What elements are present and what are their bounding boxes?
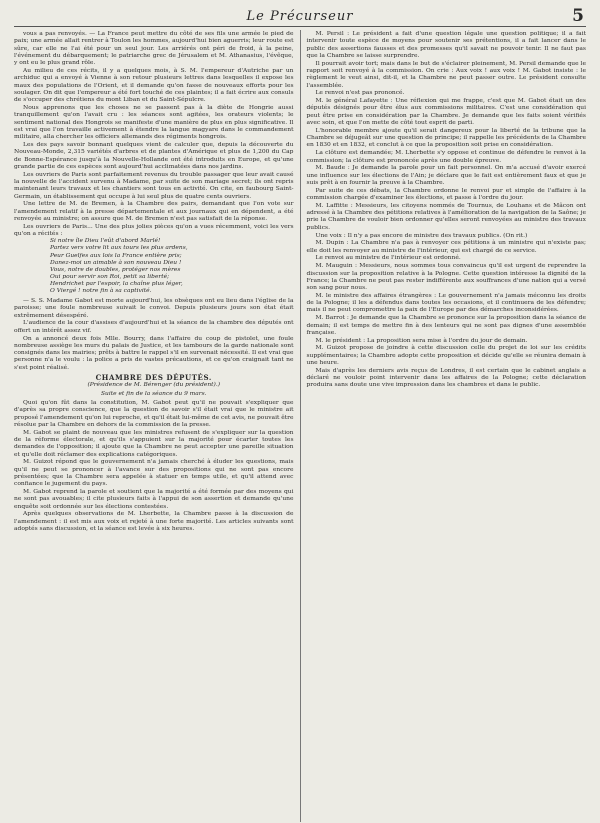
paragraph: Les ouvriers de Paris sont parfaitement revenus du trouble passager que leur avait causé la nouvelle de l'accident survenu à Madame, par suite de son mariage secret; ils ont repris maintenant leurs travaux et les chantiers sont tous en activité. On cite, en faubourg Saint-Germain, un établissement qui occupe à lui seul plus de quatre cents ouvriers. — [14, 170, 294, 200]
paragraph: La clôture est demandée; M. Lherbette s'y oppose et continue de défendre le renvoi à la commission; la clôture est prononcée après une double épreuve. — [306, 149, 586, 164]
left-column — [14, 30, 300, 822]
poem — [14, 238, 294, 295]
paragraph: Le renvoi n'est pas prononcé. — [315, 89, 405, 97]
section-heading: CHAMBRE DES DÉPUTÉS. — [95, 373, 212, 383]
poem-line: O Viergé ! notre fin à sa captivité. — [50, 287, 152, 294]
poem-line: Vous, notre de doubles, protéger nos mères — [50, 266, 181, 273]
paragraph: L'honorable membre ajoute qu'il serait dangereux pour la liberté de la tribune que la Chambre se déjugeât sur une question de principe; il rappelle les précédents de la Chambre en 1830 et en 1832, et conclut à ce que la proposition soit prise en considération. — [306, 126, 586, 149]
paragraph: M. le président : La proposition sera mise à l'ordre du jour de demain. — [315, 336, 528, 344]
paragraph: Une voix : Il n'y a pas encore de ministre des travaux publics. (On rit.) — [315, 231, 528, 239]
paragraph: M. Laffitte : Messieurs, les citoyens nommés de Tournus, de Louhans et de Mâcon ont adressé à la Chambre des pétitions relatives à l'amélioration de la navigation de la Saône; je prie la Chambre de vouloir bien ordonner qu'elles seront renvoyées au ministre des travaux publics. — [306, 201, 586, 231]
right-column — [300, 30, 586, 822]
paragraph: Mais d'après les derniers avis reçus de Londres, il est certain que le cabinet anglais a déclaré ne vouloir point intervenir dans les affaires de la Pologne; cette déclaration produira sans doute une vive impression dans les chambres et dans le public. — [306, 366, 586, 389]
paragraph: M. Persil : Le président a fait d'une question légale une question politique; il a fait intervenir toute espèce de moyens pour soutenir ses prétentions, il a fait lancer dans le public des assertions fausses et des promesses qu'il savait ne pouvoir tenir. Il ne faut pas que la Chambre se laisse surprendre. — [306, 30, 586, 59]
poem-line: Si notre île Dieu l'eût d'abord Marlé! — [50, 238, 161, 245]
section-date: Suite et fin de la séance du 9 mars. — [101, 390, 207, 397]
paragraph: Par suite de ces débats, la Chambre ordonne le renvoi pur et simple de l'affaire à la commission chargée d'examiner les élections, et passe à l'ordre du jour. — [306, 186, 586, 202]
paragraph: — S. S. Madame Gabot est morte aujourd'hui, les obsèques ont eu lieu dans l'église de la paroisse; une foule nombreuse suivait le convoi. Depuis plusieurs jours son état était extrêmement désespéré. — [14, 297, 294, 319]
paragraph: Il pourrait avoir tort; mais dans le but de s'éclairer pleinement, M. Persil demande que le rapport soit renvoyé à la commission. On crie : Aux voix ! aux voix ! M. Gabot insiste : le règlement le veut ainsi, dit-il, et la Chambre ne peut passer outre. Le président consulte l'assemblée. — [306, 59, 586, 89]
paragraph: M. Gabot se plaint de nouveau que les ministres refusent de s'expliquer sur la question de la réforme électorale, et qu'ils s'appuient sur la majorité pour écarter toutes les demandes de l'opposition; il ajoute que la Chambre ne peut accepter une pareille situation et qu'elle doit réclamer des explications catégoriques. — [14, 428, 294, 458]
paragraph: L'audience de la cour d'assises d'aujourd'hui et la séance de la chambre des députés ont offert un intérêt assez vif. — [14, 319, 294, 334]
paragraph: Nous apprenons que les choses ne se passent pas à la diète de Hongrie aussi tranquillement qu'on l'avait cru : les séances sont agitées, les orateurs violents; le sentiment national des Hongrois se manifeste d'une manière de plus en plus significative. Il est vrai que l'on travaille activement à étendre la langue magyare dans le commandement militaire, alla chercher les officiers allemands des régiments hongrois. — [14, 103, 294, 141]
paragraph: On a annoncé deux fois Mlle. Bourry, dans l'affaire du coup de pistolet, une foule nombreuse assiège les murs du palais de Justice, et les tambours de la garde nationale sont consignés dans les mairies; prêts à battre le rappel s'il en survenait nécessité. Il est vrai que personne n'a le voulu : la police a pris de vastes précautions, et ce qu'on craignait tant ne s'est point réalisé. — [14, 334, 294, 371]
paragraph: M. le général Lafayette : Une réflexion qui me frappe, c'est que M. Gabot était un des députés désignés pour être élus aux commissions militaires. C'est une considération qui peut être prise en considération par la Chambre. Je demande que les faits soient vérifiés avec soin, et que l'on mette de côté tout esprit de parti. — [306, 97, 586, 127]
poem-line: Oui pour servir son Roi, petit sa liberté; — [50, 273, 170, 280]
running-title: Le Précurseur — [246, 9, 354, 24]
section-subheading: (Présidence de M. Bérenger (du président).) — [87, 382, 221, 389]
paragraph: Les des pays savoir bonnant quelques vient de calculer que, depuis la découverte du Nouveau-Monde, 2,315 variétés d'arbres et de plantes d'Amérique et plus de 1,200 du Cap de Bonne-Espérance jusqu'à la Nouvelle-Hollande ont été introduits en Europe, et qu'une grande partie de ces espèces sont aujourd'hui acclimatées dans nos jardins. — [14, 140, 294, 170]
paragraph: M. Guizot propose de joindre à cette discussion celle du projet de loi sur les crédits supplémentaires; la Chambre adopte cette proposition et décide qu'elle se réunira demain à une heure. — [306, 344, 586, 367]
paragraph: M. Mauguin : Messieurs, nous sommes tous convaincus qu'il est urgent de reprendre la discussion sur la proposition relative à la Pologne. Cette question intéresse la dignité de la France; la Chambre ne peut pas rester indifférente aux souffrances d'une nation qui a versé son sang pour nous. — [306, 262, 586, 292]
paragraph: M. le ministre des affaires étrangères : Le gouvernement n'a jamais méconnu les droits de la Pologne; il les a défendus dans toutes les occasions, et il continuera de les défendre; mais il ne peut compromettre la paix de l'Europe par des démarches inconsidérées. — [306, 291, 586, 314]
paragraph: Quoi qu'on fût dans la constitution, M. Gabot peut qu'il ne pouvait s'expliquer que d'après sa propre conscience, que la question de savoir s'il était vrai que le ministre ait proposé l'amendement qu'on lui reproche, et qu'il était lui-même de cet avis, ne pouvait être résolue par la Chambre en dehors de la commission de la presse. — [14, 398, 294, 428]
paragraph: vous a pas renvoyés. — La France peut mettre du côté de ses fils une armée le pied de paix; une armée allait rentrer à Toulon les hommes, aujourd'hui bien aguerris; leur route est sûre, car elle ne l'ai été pour un seul jour. Les arriérés ont péri de froid, à la peine, l'événement du débarquement; le patriarche grec de Jérusalem et M. Athanasius, l'évêque, y ont eu le plus grand rôle. — [14, 30, 294, 67]
paragraph: Les ouvriers de Paris... Une des plus jolies pièces qu'on a vues récemment, voici les vers qu'on a récités : — [14, 222, 294, 238]
poem-line: Peur Guelfes aux lois la France entière pris; — [50, 252, 182, 259]
paragraph: Au milieu de ces récits, il y a quelques mois, à S. M. l'empereur d'Autriche par un archiduc qui a envoyé à Vienne à son retour plusieurs lettres dans lesquelles il expose les maux des populations de l'Orient, et il demande qu'on fasse de nouveaux efforts pour les soulager. On dit que l'empereur a été fort touché de ces plaintes; il a fait écrire aux consuls de s'occuper des chrétiens du mont Liban et du Saint-Sépulcre. — [14, 66, 294, 104]
page-number: 5 — [572, 6, 584, 26]
text-columns — [14, 30, 586, 822]
paragraph: M. Gabot reprend la parole et soutient que la majorité a été formée par des moyens qui ne sont pas avouables; il cite plusieurs faits à l'appui de son assertion et demande qu'une enquête soit ordonnée sur les élections contestées. — [14, 487, 294, 510]
paragraph: M. Barrot : Je demande que la Chambre se prononce sur la proposition dans la séance de demain; il est temps de mettre fin à des lenteurs qui ne sont pas dignes d'une assemblée française. — [306, 314, 586, 336]
paragraph: M. Guizot répond que le gouvernement n'a jamais cherché à éluder les questions, mais qu'il ne peut se prononcer à l'avance sur des propositions qui ne sont pas encore présentées; que la Chambre sera appelée à statuer en temps utile, et qu'il attend avec confiance le jugement du pays. — [14, 458, 294, 488]
poem-line: Partez vers votre lit aux tours les plus ardens, — [50, 245, 188, 252]
paragraph: Après quelques observations de M. Lherbette, la Chambre passe à la discussion de l'amendement : il est mis aux voix et rejeté à une forte majorité. Les articles suivants sont adoptés sans discussion, et la séance est levée à six heures. — [14, 510, 294, 532]
paragraph: M. Baude : Je demande la parole pour un fait personnel. On m'a accusé d'avoir exercé une influence sur les élections de l'Ain; je déclare que le fait est entièrement faux et que je suis prêt à en fournir la preuve à la Chambre. — [306, 164, 586, 186]
poem-line: Hendrichet par l'espoir, la chaîne plus léger, — [50, 280, 183, 287]
paragraph: M. Dupin : La Chambre n'a pas à renvoyer ces pétitions à un ministre qui n'existe pas; elle doit les renvoyer au ministre de l'intérieur, qui est chargé de ce service. — [306, 239, 586, 254]
paragraph: Le renvoi au ministre de l'intérieur est ordonné. — [315, 254, 461, 262]
page-header — [14, 8, 586, 27]
poem-line: Danez-moi un aimable à son nouveau Dieu ! — [50, 259, 182, 266]
paragraph: Une lettre de M. de Bremen, à la Chambre des pairs, demandant que l'on vote sur l'amendement relatif à la presse départementale et aux journaux qui en dépendent, a été renvoyée au ministre; on assure que M. de Bremen n'est pas satisfait de la réponse. — [14, 200, 294, 222]
